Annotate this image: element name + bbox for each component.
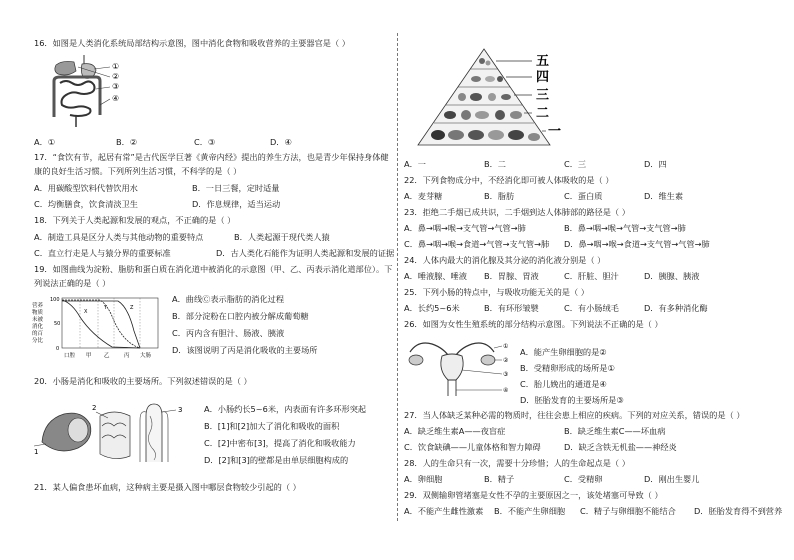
q26-label-3: ③ <box>503 371 509 378</box>
chart-ylabel-3: 未被 <box>32 317 44 323</box>
q27-option-d[interactable]: D．缺乏含铁无机盐——神经炎 <box>564 442 677 452</box>
chart-region-mouth: 口腔 <box>64 353 76 359</box>
q16-option-d[interactable]: D．④ <box>270 137 292 147</box>
q21-option-d[interactable]: D．四 <box>644 159 667 169</box>
q26-label-1: ① <box>503 343 509 350</box>
q17-option-a[interactable]: A．用碳酸型饮料代替饮用水 <box>34 183 138 193</box>
q24-option-b[interactable]: B．胃腺、胃液 <box>484 271 539 281</box>
q29-option-d[interactable]: D．胚胎发育得不到营养 <box>694 506 783 516</box>
q17-option-c[interactable]: C．均衡膳食，饮食清淡卫生 <box>34 199 138 209</box>
q21-stem: 21．某人偏食患坏血病，这种病主要是摄入图中哪层食物较少引起的（ ） <box>34 482 301 492</box>
q23-option-a[interactable]: A．鼻→咽→喉→支气管→气管→肺 <box>404 223 526 233</box>
curve-label-z: Z <box>130 305 134 311</box>
q26-option-a[interactable]: A．能产生卵细胞的是② <box>520 347 607 357</box>
chart-ylabel-6: 分比 <box>32 338 44 344</box>
q16-label-1: ① <box>112 62 120 71</box>
pyramid-label-2: 二 <box>536 106 550 121</box>
q25-option-a[interactable]: A．长约5~6米 <box>404 303 460 313</box>
q17-stem-2: 康的良好生活习惯。下列所列生活习惯，不科学的是（ ） <box>34 166 242 176</box>
q20-option-b[interactable]: B．[1]和[2]加大了消化和吸收的面积 <box>204 421 340 431</box>
q29-option-b[interactable]: B．不能产生卵细胞 <box>494 506 566 516</box>
q18-option-a[interactable]: A．制造工具是区分人类与其他动物的重要特点 <box>34 232 204 242</box>
q23-option-c[interactable]: C．鼻→咽→喉→食道→气管→支气管→肺 <box>404 239 550 249</box>
q17-option-b[interactable]: B．一日三餐，定时适量 <box>192 183 280 193</box>
curve-label-y: Y <box>104 305 108 311</box>
q22-option-d[interactable]: D．维生素 <box>644 191 684 201</box>
curve-x <box>62 300 140 348</box>
chart-ylabel-4: 消化 <box>32 324 44 330</box>
q16-label-3: ③ <box>112 82 120 91</box>
pyramid-label-4: 四 <box>536 70 550 85</box>
q27-stem: 27．当人体缺乏某种必需的物质时，往往会患上相应的疾病。下列的对应关系，错误的是（ ） <box>404 410 745 420</box>
q26-label-4: ④ <box>503 387 509 394</box>
q23-option-d[interactable]: D．鼻→咽→喉→食道→支气管→气管→肺 <box>564 239 710 249</box>
q18-option-d[interactable]: D．古人类化石能作为证明人类起源和发展的证据 <box>216 248 395 258</box>
q20-option-a[interactable]: A．小肠约长5~6米，内表面有许多环形突起 <box>204 404 367 414</box>
q24-stem: 24．人体内最大的消化腺及其分泌的消化液分别是（ ） <box>404 255 606 265</box>
q18-option-b[interactable]: B．人类起源于现代类人猿 <box>234 232 330 242</box>
food-pyramid-figure <box>414 47 574 151</box>
q20-label-1: 1 <box>34 448 39 456</box>
chart-ylabel-5: 的百 <box>32 331 44 337</box>
q22-option-a[interactable]: A．麦芽糖 <box>404 191 443 201</box>
q18-option-c[interactable]: C．直立行走是人与猿分界的重要标准 <box>34 248 171 258</box>
q25-option-d[interactable]: D．有多种消化酶 <box>644 303 708 313</box>
right-column <box>398 0 794 560</box>
q21-option-c[interactable]: C．三 <box>564 159 587 169</box>
q25-option-b[interactable]: B．有环形皱襞 <box>484 303 539 313</box>
chart-ylabel-1: 营养 <box>32 303 44 309</box>
q20-label-3: 3 <box>178 406 183 414</box>
q28-option-b[interactable]: B．精子 <box>484 474 515 484</box>
q26-option-d[interactable]: D．胚胎发育的主要场所是③ <box>520 395 624 405</box>
chart-region-large-intestine: 大肠 <box>140 353 152 359</box>
pyramid-label-1: 一 <box>548 124 562 139</box>
q20-label-2: 2 <box>92 404 97 412</box>
q28-option-c[interactable]: C．受精卵 <box>564 474 603 484</box>
female-reproductive-figure <box>404 334 512 400</box>
q25-stem: 25．下列小肠的特点中，与吸收功能无关的是（ ） <box>404 287 589 297</box>
digestion-curve-chart <box>32 293 162 363</box>
q26-option-b[interactable]: B．受精卵形成的场所是① <box>520 363 615 373</box>
q21-option-a[interactable]: A．一 <box>404 159 426 169</box>
q26-stem: 26．如图为女性生殖系统的部分结构示意图。下列说法不正确的是（ ） <box>404 319 663 329</box>
q22-option-c[interactable]: C．蛋白质 <box>564 191 603 201</box>
q28-stem: 28．人的生命只有一次，需要十分珍惜；人的生命起点是（ ） <box>404 458 630 468</box>
q16-option-b[interactable]: B．② <box>116 137 138 147</box>
digestive-system-figure <box>38 55 148 131</box>
q19-option-c[interactable]: C．丙内含有胆汁、肠液、胰液 <box>172 328 285 338</box>
curve-label-x: X <box>84 309 88 315</box>
q27-option-c[interactable]: C．饮食缺碘——儿童体格和智力障碍 <box>404 442 541 452</box>
q16-label-2: ② <box>112 72 120 81</box>
q29-option-a[interactable]: A．不能产生雌性激素 <box>404 506 484 516</box>
chart-ytick-50: 50 <box>54 321 61 327</box>
chart-region-yi: 乙 <box>104 353 110 359</box>
pyramid-label-5: 五 <box>536 54 550 69</box>
chart-ylabel-2: 物质 <box>32 310 44 316</box>
q25-option-c[interactable]: C．有小肠绒毛 <box>564 303 619 313</box>
q21-option-b[interactable]: B．二 <box>484 159 506 169</box>
q22-stem: 22．下列食物成分中，不经消化即可被人体吸收的是（ ） <box>404 175 614 185</box>
left-column <box>0 0 396 560</box>
q26-label-2: ② <box>503 357 509 364</box>
q24-option-d[interactable]: D．胰腺、胰液 <box>644 271 700 281</box>
q22-option-b[interactable]: B．脂肪 <box>484 191 515 201</box>
q29-option-c[interactable]: C．精子与卵细胞不能结合 <box>580 506 676 516</box>
q19-option-a[interactable]: A．曲线Ⓒ表示脂肪的消化过程 <box>172 294 285 304</box>
q20-stem: 20．小肠是消化和吸收的主要场所。下列叙述错误的是（ ） <box>34 376 252 386</box>
q19-stem-1: 19．如图曲线为淀粉、脂肪和蛋白质在消化道中被消化的示意图（甲、乙、丙表示消化道部位）。下 <box>34 264 393 274</box>
q24-option-c[interactable]: C．肝脏、胆汁 <box>564 271 619 281</box>
chart-region-bing: 丙 <box>124 353 130 359</box>
q18-stem: 18．下列关于人类起源和发展的观点，不正确的是（ ） <box>34 215 236 225</box>
q27-option-b[interactable]: B．缺乏维生素C——坏血病 <box>564 426 666 436</box>
q16-stem: 16．如图是人类消化系统局部结构示意图，图中消化食物和吸收营养的主要器官是（ ） <box>34 38 350 48</box>
q26-option-c[interactable]: C．胎儿娩出的通道是④ <box>520 379 607 389</box>
q23-option-b[interactable]: B．鼻→咽→喉→气管→支气管→肺 <box>564 223 686 233</box>
pyramid-label-3: 三 <box>536 88 550 103</box>
q17-option-d[interactable]: D．作息规律，适当运动 <box>192 199 281 209</box>
q17-stem-1: 17．“食饮有节，起居有常”是古代医学巨著《黄帝内经》提出的养生方法，也是青少年保持身体健 <box>34 152 389 162</box>
q19-stem-2: 列说法正确的是（ ） <box>34 278 111 288</box>
chart-ylabel <box>32 301 45 344</box>
q16-label-4: ④ <box>112 94 120 103</box>
q19-option-b[interactable]: B．部分淀粉在口腔内被分解成葡萄糖 <box>172 311 309 321</box>
q16-option-a[interactable]: A．① <box>34 137 56 147</box>
q29-stem: 29．双侧输卵管堵塞是女性不孕的主要原因之一，该处堵塞可导致（ ） <box>404 490 663 500</box>
q23-stem: 23．拒绝二手烟已成共识，二手烟到达人体肺部的路径是（ ） <box>404 207 630 217</box>
q16-option-c[interactable]: C．③ <box>194 137 216 147</box>
q28-option-a[interactable]: A．卵细胞 <box>404 474 443 484</box>
q27-option-a[interactable]: A．缺乏维生素A——夜盲症 <box>404 426 506 436</box>
q19-option-d[interactable]: D．该图说明了丙是消化吸收的主要场所 <box>172 345 318 355</box>
curve-y <box>62 300 140 348</box>
q20-option-c[interactable]: C．[2]中密布[3]，提高了消化和吸收能力 <box>204 438 356 448</box>
chart-ytick-100: 100 <box>50 297 60 303</box>
chart-ytick-0: 0 <box>56 346 60 352</box>
small-intestine-figure <box>34 390 204 468</box>
q20-option-d[interactable]: D．[2]和[3]的壁都是由单层细胞构成的 <box>204 455 349 465</box>
chart-region-jia: 甲 <box>86 353 92 359</box>
q28-option-d[interactable]: D．刚出生婴儿 <box>644 474 700 484</box>
q24-option-a[interactable]: A．唾液腺、唾液 <box>404 271 467 281</box>
